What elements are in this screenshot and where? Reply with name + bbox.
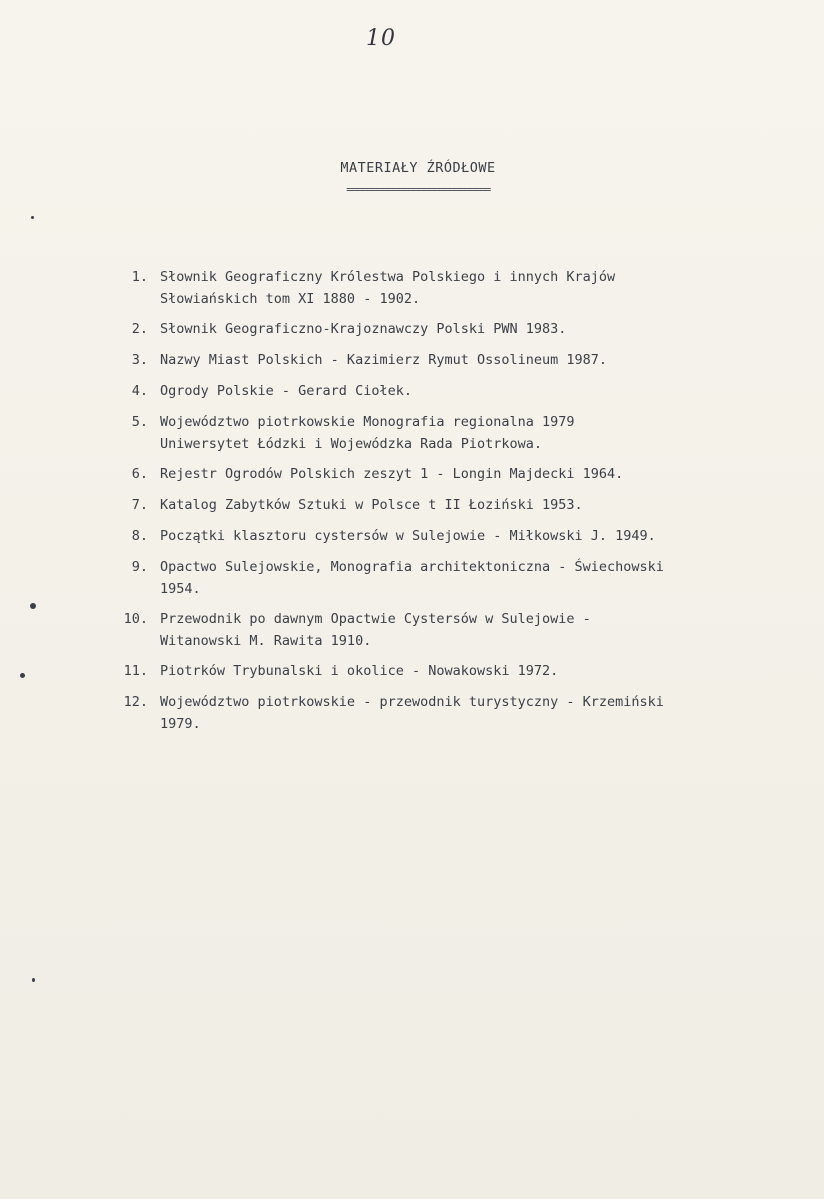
list-item [0, 411, 824, 455]
list-item-text: Piotrków Trybunalski i okolice - Nowakowski 1972. [160, 663, 559, 679]
list-item-text: Katalog Zabytków Sztuki w Polsce t II Łoziński 1953. [160, 497, 583, 513]
margin-speck [20, 673, 25, 678]
source-list [0, 266, 824, 735]
list-item-number: 11. [123, 663, 148, 679]
list-item [0, 608, 824, 652]
list-item-number: 8. [131, 528, 148, 544]
list-item-text: Ogrody Polskie - Gerard Ciołek. [160, 383, 412, 399]
list-item [0, 380, 824, 402]
list-item [0, 349, 824, 371]
list-item [0, 556, 824, 600]
list-item-text: Przewodnik po dawnym Opactwie Cystersów w Sulejowie - Witanowski M. Rawita 1910. [160, 611, 591, 649]
list-item-text: Początki klasztoru cystersów w Sulejowie - Miłkowski J. 1949. [160, 528, 656, 544]
title-underline: ============================ [346, 183, 490, 196]
list-item [0, 525, 824, 547]
list-item-number: 6. [131, 466, 148, 482]
page-title: MATERIAŁY ŹRÓDŁOWE [340, 160, 496, 176]
list-item-text: Województwo piotrkowskie - przewodnik turystyczny - Krzemiński 1979. [160, 694, 664, 732]
list-item-number: 3. [131, 352, 148, 368]
list-item-number: 5. [131, 414, 148, 430]
list-item-number: 1. [131, 269, 148, 285]
list-item [0, 691, 824, 735]
margin-speck [31, 216, 34, 219]
list-item [0, 494, 824, 516]
list-item-text: Opactwo Sulejowskie, Monografia architektoniczna - Świechowski 1954. [160, 559, 664, 597]
list-item [0, 266, 824, 310]
list-item-text: Słownik Geograficzno-Krajoznawczy Polski PWN 1983. [160, 321, 567, 337]
list-item-text: Województwo piotrkowskie Monografia regionalna 1979 Uniwersytet Łódzki i Wojewódzka Rada Piotrkowa. [160, 414, 575, 452]
margin-speck [30, 603, 36, 609]
page-number: 10 [366, 26, 396, 51]
list-item-text: Rejestr Ogrodów Polskich zeszyt 1 - Longin Majdecki 1964. [160, 466, 624, 482]
list-item-number: 4. [131, 383, 148, 399]
list-item-number: 10. [123, 611, 148, 627]
list-item [0, 318, 824, 340]
list-item-number: 2. [131, 321, 148, 337]
list-item [0, 660, 824, 682]
list-item-text: Nazwy Miast Polskich - Kazimierz Rymut Ossolineum 1987. [160, 352, 608, 368]
list-item-number: 7. [131, 497, 148, 513]
list-item-number: 9. [131, 559, 148, 575]
list-item-text: Słownik Geograficzny Królestwa Polskiego i innych Krajów Słowiańskich tom XI 1880 - 1902. [160, 269, 616, 307]
list-item [0, 463, 824, 485]
margin-speck [32, 978, 35, 982]
list-item-number: 12. [123, 694, 148, 710]
